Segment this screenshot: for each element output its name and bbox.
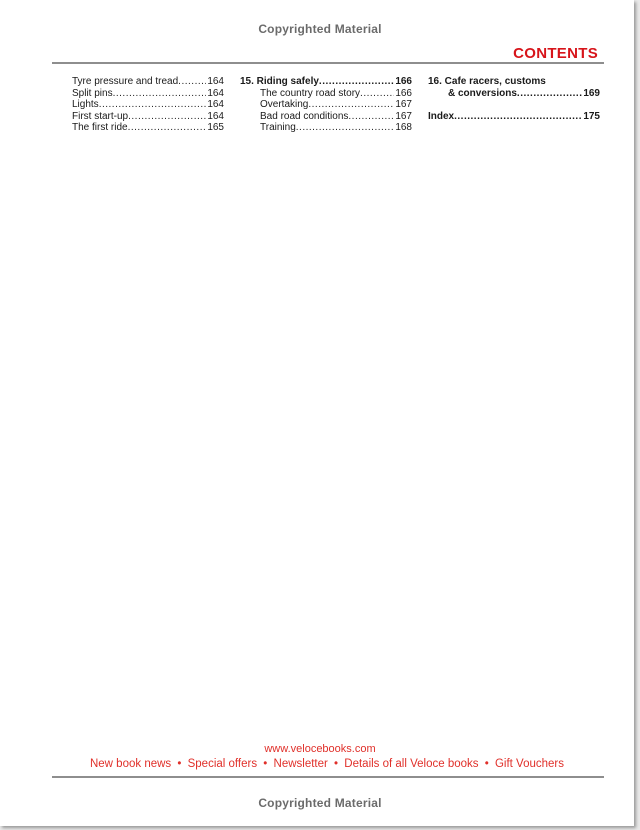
footer-link-gift-vouchers[interactable]: Gift Vouchers xyxy=(494,758,565,770)
toc-index[interactable] xyxy=(428,111,600,123)
toc-entry-page: 166 xyxy=(395,87,412,99)
toc-entry-page: 168 xyxy=(395,122,412,134)
toc-entry-page: 164 xyxy=(207,99,224,111)
footer-link-all-books[interactable]: Details of all Veloce books xyxy=(344,758,479,770)
toc-entry-page: 165 xyxy=(207,122,224,134)
copyright-header: Copyrighted Material xyxy=(258,22,382,36)
toc-entry[interactable] xyxy=(240,122,412,134)
toc-column-1 xyxy=(72,76,224,134)
toc-entry[interactable] xyxy=(72,122,224,134)
bullet-separator: • xyxy=(334,758,339,770)
toc-chapter-label: 15. Riding safely xyxy=(240,76,319,87)
toc-column-2 xyxy=(240,76,412,134)
toc-entry[interactable] xyxy=(72,88,224,100)
toc-entry-label: Training xyxy=(260,122,296,134)
leader-dots xyxy=(99,99,207,111)
toc-chapter-label[interactable]: 16. Cafe racers, customs xyxy=(428,76,546,87)
footer-link-newsletter[interactable]: Newsletter xyxy=(273,758,328,770)
toc-entry[interactable] xyxy=(240,99,412,111)
toc-entry-label: Bad road conditions xyxy=(260,110,349,122)
toc-index-page: 175 xyxy=(583,110,600,122)
toc-entry-label: Split pins xyxy=(72,87,113,99)
toc-entry[interactable] xyxy=(72,111,224,123)
leader-dots xyxy=(454,111,582,123)
publisher-website-link[interactable]: www.velocebooks.com xyxy=(264,743,376,755)
toc-entry-label: The first ride xyxy=(72,122,128,134)
copyright-footer: Copyrighted Material xyxy=(258,796,382,810)
leader-dots xyxy=(308,99,394,111)
toc-entry-label: Overtaking xyxy=(260,99,309,111)
header-rule xyxy=(52,62,604,64)
toc-entry-page: 167 xyxy=(395,99,412,111)
toc-entry-label: First start-up xyxy=(72,110,129,122)
footer-links xyxy=(0,758,640,770)
toc-entry[interactable] xyxy=(72,99,224,111)
toc-entry[interactable] xyxy=(240,88,412,100)
toc-entry-page: 164 xyxy=(207,76,224,87)
toc-entry-label: Tyre pressure and tread xyxy=(72,76,179,87)
bullet-separator: • xyxy=(484,758,489,770)
toc-entry-page: 167 xyxy=(395,110,412,122)
leader-dots xyxy=(178,76,206,88)
footer-link-new-book-news[interactable]: New book news xyxy=(89,758,172,770)
footer-rule xyxy=(52,776,604,778)
footer-link-special-offers[interactable]: Special offers xyxy=(187,758,258,770)
leader-dots xyxy=(517,88,582,100)
bullet-separator: • xyxy=(263,758,268,770)
bullet-separator: • xyxy=(177,758,182,770)
leader-dots xyxy=(319,76,394,88)
leader-dots xyxy=(113,88,207,100)
leader-dots xyxy=(360,88,394,100)
toc-column-3 xyxy=(428,76,600,122)
toc-index-label: Index xyxy=(428,110,455,122)
toc-chapter[interactable] xyxy=(428,88,600,100)
leader-dots xyxy=(296,122,395,134)
toc-entry-page: 164 xyxy=(207,87,224,99)
contents-title: CONTENTS xyxy=(513,45,598,62)
leader-dots xyxy=(128,122,207,134)
toc-entry-label: Lights xyxy=(72,99,99,111)
leader-dots xyxy=(348,111,394,123)
leader-dots xyxy=(128,111,206,123)
toc-chapter-label: & conversions xyxy=(448,87,517,99)
toc-entry-page: 164 xyxy=(207,110,224,122)
toc-chapter[interactable] xyxy=(240,76,412,88)
toc-entry[interactable] xyxy=(240,111,412,123)
toc-entry-label: The country road story xyxy=(260,87,361,99)
toc-chapter-page: 169 xyxy=(583,87,600,99)
spacer xyxy=(428,99,600,111)
toc-chapter-page: 166 xyxy=(395,76,412,87)
toc-entry[interactable] xyxy=(72,76,224,88)
